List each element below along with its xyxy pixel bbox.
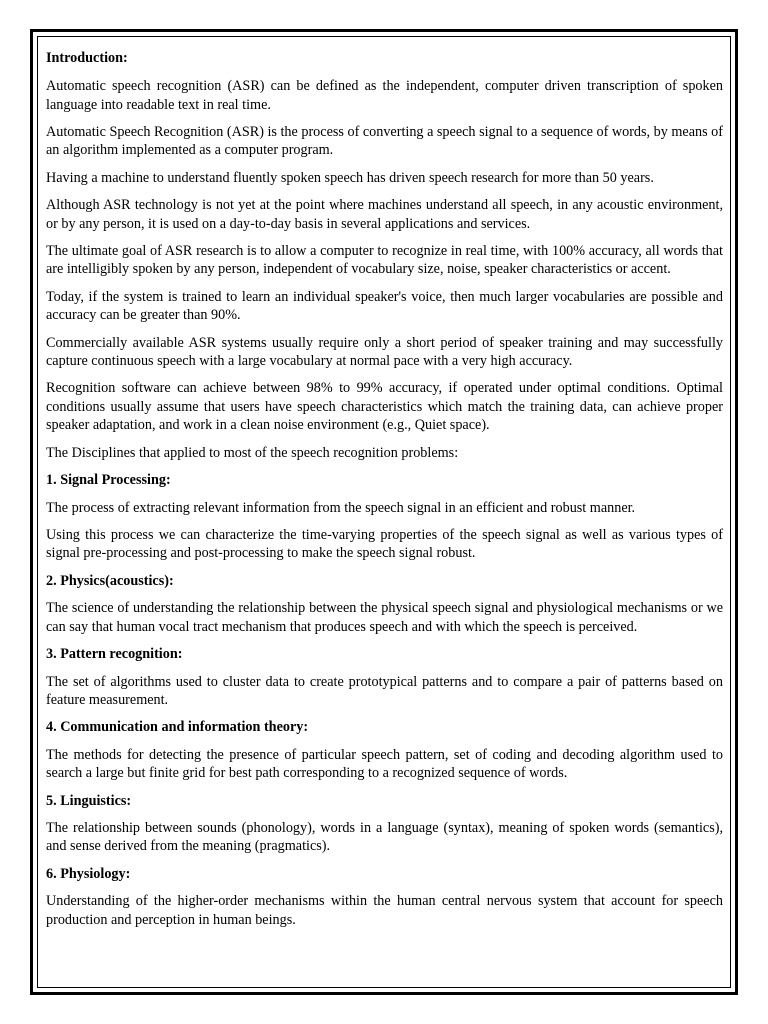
intro-paragraph-9: The Disciplines that applied to most of the speech recognition problems: — [46, 444, 459, 461]
linguistics-heading: 5. Linguistics: — [46, 792, 132, 809]
physics-heading: 2. Physics(acoustics): — [46, 572, 174, 589]
communication-theory-heading: 4. Communication and information theory: — [46, 719, 309, 736]
communication-theory-paragraph: The methods for detecting the presence of particular speech pattern, set of coding and decoding algorithm used to search a large but finite grid for best path corresponding to a recognized sequence of words. — [46, 746, 723, 782]
intro-paragraph-1: Automatic speech recognition (ASR) can be defined as the independent, computer driven transcription of spoken language into readable text in real time. — [46, 78, 723, 113]
linguistics-paragraph: The relationship between sounds (phonology), words in a language (syntax), meaning of spoken words (semantics), and sense derived from the meaning (pragmatics). — [46, 820, 723, 855]
intro-paragraph-2: Automatic Speech Recognition (ASR) is the process of converting a speech signal to a sequence of words, by means of an algorithm implemented as a computer program. — [46, 124, 723, 159]
intro-paragraph-8: Recognition software can achieve between 98% to 99% accuracy, if operated under optimal conditions. Optimal conditions usually assume that users have speech characteristics which match the training data, can achieve proper speaker adaptation, and work in a clean noise environment (e.g., Quiet space). — [46, 380, 723, 434]
physiology-heading: 6. Physiology: — [46, 865, 131, 882]
intro-paragraph-7: Commercially available ASR systems usually require only a short period of speaker training and may successfully capture continuous speech with a large vocabulary at normal pace with a very high accuracy. — [46, 334, 723, 369]
signal-processing-heading: 1. Signal Processing: — [46, 472, 171, 489]
physiology-paragraph: Understanding of the higher-order mechanisms within the human central nervous system that account for speech production and perception in human beings. — [46, 893, 723, 928]
signal-processing-paragraph-2: Using this process we can characterize the time-varying properties of the speech signal as well as various types of signal pre-processing and post-processing to make the speech signal robust. — [46, 527, 723, 562]
intro-paragraph-6: Today, if the system is trained to learn an individual speaker's voice, then much larger vocabularies are possible and accuracy can be greater than 90%. — [46, 288, 723, 324]
pattern-recognition-paragraph: The set of algorithms used to cluster data to create prototypical patterns and to compare a pair of patterns based on feature measurement. — [46, 673, 723, 708]
introduction-heading: Introduction: — [46, 50, 128, 66]
document-body — [46, 49, 723, 938]
pattern-recognition-heading: 3. Pattern recognition: — [46, 646, 183, 663]
intro-paragraph-4: Although ASR technology is not yet at the point where machines understand all speech, in any acoustic environment, or by any person, it is used on a day-to-day basis in several applications and services. — [46, 197, 723, 232]
physics-paragraph: The science of understanding the relationship between the physical speech signal and physiological mechanisms or we can say that human vocal tract mechanism that produces speech and with which the speech is perceived. — [46, 600, 723, 635]
intro-paragraph-5: The ultimate goal of ASR research is to allow a computer to recognize in real time, with 100% accuracy, all words that are intelligibly spoken by any person, independent of vocabulary size, noise, speaker characteristics or accent. — [46, 243, 723, 278]
signal-processing-paragraph-1: The process of extracting relevant information from the speech signal in an efficient and robust manner. — [46, 499, 636, 516]
intro-paragraph-3: Having a machine to understand fluently spoken speech has driven speech research for more than 50 years. — [46, 169, 654, 186]
